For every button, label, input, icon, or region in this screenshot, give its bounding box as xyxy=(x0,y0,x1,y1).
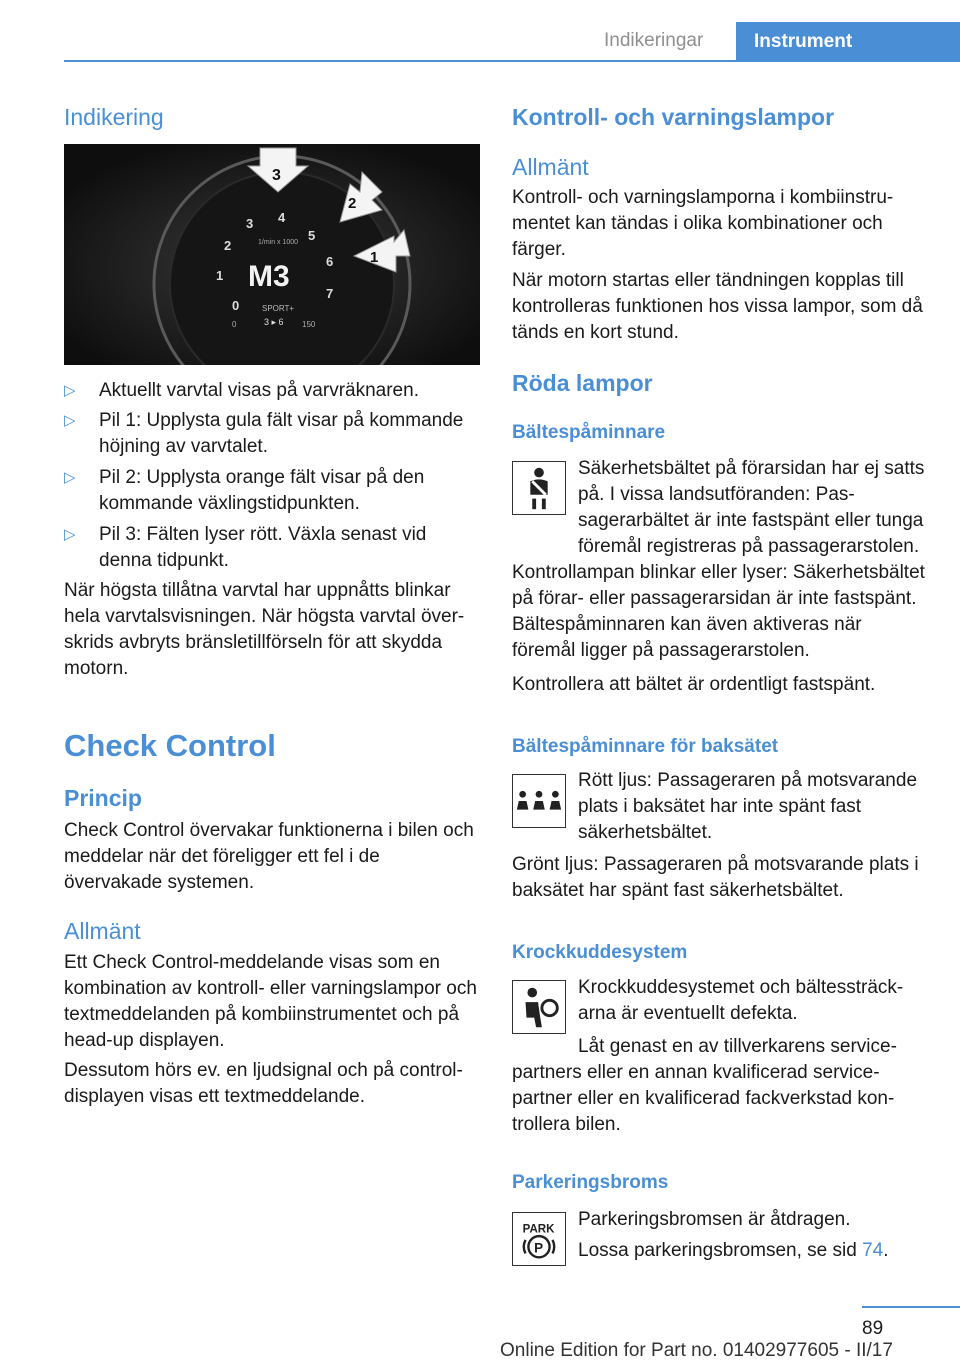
belt-text: Säkerhetsbältet på förarsidan har ej satts på. I vissa landsutföranden: Passagerarbältet är inte fastspänt eller tunga föremål registreras på passagerarstolen. xyxy=(578,458,925,557)
page-number: 89 xyxy=(862,1318,884,1339)
airbag-text: Krockkuddesystemet och bältessträckarna är eventuellt defekta. xyxy=(578,977,904,1024)
park-p2: Lossa parkeringsbromsen, se sid 74. xyxy=(578,1240,889,1261)
airbag-icon xyxy=(512,980,566,1034)
gauge-num-3: 3 xyxy=(246,216,254,231)
triangle-bullet-icon: ▷ xyxy=(64,382,76,399)
gauge-num-1: 1 xyxy=(216,268,224,283)
arrow-1-label: 1 xyxy=(370,249,379,266)
rev-counter-image xyxy=(64,144,480,365)
allmant-left-p1: Ett Check Control-meddelande visas som en kombination av kontroll- eller varningslampor och textmeddelanden på kombiinstrumentet och på head-up displayen. xyxy=(64,952,477,1051)
list-item: ▷ Pil 1: Upplysta gula fält visar på kommande höjning av varvtalet. xyxy=(64,410,464,457)
header-rule xyxy=(64,60,960,62)
roda-lampor-title: Röda lampor xyxy=(512,370,653,396)
footer-rule xyxy=(862,1306,960,1308)
svg-text:P: P xyxy=(534,1240,544,1256)
belt-p2: Kontrollampan blinkar eller lyser: Säkerhetsbältet på förar- eller passagerarsidan är inte fastspänt. Bältespåminnaren kan även aktiveras när föremål ligger på passagerarstolen. xyxy=(512,562,925,661)
gauge-num-2: 2 xyxy=(224,238,232,253)
triangle-bullet-icon: ▷ xyxy=(64,469,76,486)
gauge-num-0: 0 xyxy=(232,298,240,313)
gauge-speed-right: 150 xyxy=(302,320,316,329)
seatbelt-icon xyxy=(512,461,566,515)
footer-edition: Online Edition for Part no. 01402977605 - II/17 xyxy=(500,1340,893,1361)
princip-title: Princip xyxy=(64,785,142,811)
allmant-right-p2: När motorn startas eller tändningen kopplas till kontrolleras funktionen hos vissa lampor, som då tänds en kort stund. xyxy=(512,270,923,343)
header-tab: Instrument xyxy=(736,22,960,62)
list-item: ▷ Aktuellt varvtal visas på varvräknaren. xyxy=(64,378,482,404)
gauge-num-7: 7 xyxy=(326,286,334,301)
gauge-center: M3 xyxy=(248,260,290,293)
gauge-num-5: 5 xyxy=(308,228,316,243)
header-section: Indikeringar xyxy=(604,30,704,51)
kontroll-title: Kontroll- och varningslampor xyxy=(512,104,835,130)
gauge-gear: 3 ▸ 6 xyxy=(264,317,284,327)
belt-title: Bältespåminnare xyxy=(512,422,666,443)
gauge-sub: 1/min x 1000 xyxy=(258,239,299,246)
gauge-mode: SPORT+ xyxy=(262,304,295,313)
rear-belt-text: Rött ljus: Passageraren på motsvarande plats i baksätet har inte spänt fast säkerhetsbältet. xyxy=(578,770,918,843)
check-control-title: Check Control xyxy=(64,728,276,763)
airbag-p2: Låt genast en av tillverkarens servicepartners eller en annan kvalificerad servicepartner eller en kvalificerad fackverkstad kontrollera bilen. xyxy=(512,1036,897,1135)
rear-seatbelt-icon xyxy=(512,774,566,828)
rev-limit-text: När högsta tillåtna varvtal har uppnåtts blinkar hela varvtalsvisningen. När högsta varvtal överskrids avbryts bränsletillförseln för att skydda motorn. xyxy=(64,580,465,679)
princip-text: Check Control övervakar funktionerna i bilen och meddelar när det föreligger ett fel i de övervakade systemen. xyxy=(64,820,474,893)
svg-text:PARK: PARK xyxy=(522,1223,555,1236)
arrow-3-label: 3 xyxy=(272,167,281,184)
park-title: Parkeringsbroms xyxy=(512,1172,669,1193)
list-item: ▷ Pil 3: Fälten lyser rött. Växla senast vid denna tidpunkt. xyxy=(64,524,427,571)
park-text: Parkeringsbromsen är åtdragen. xyxy=(578,1209,851,1230)
gauge-num-6: 6 xyxy=(326,254,334,269)
rear-belt-p2: Grönt ljus: Passageraren på motsvarande plats i baksätet har spänt fast säkerhetsbältet. xyxy=(512,854,919,901)
indikering-title: Indikering xyxy=(64,104,164,130)
rear-belt-title: Bältespåminnare för baksätet xyxy=(512,736,779,757)
page-link-74[interactable]: 74 xyxy=(862,1240,884,1261)
triangle-bullet-icon: ▷ xyxy=(64,526,76,543)
triangle-bullet-icon: ▷ xyxy=(64,412,76,429)
allmant-left-p2: Dessutom hörs ev. en ljudsignal och på control-displayen visas ett textmeddelande. xyxy=(64,1060,463,1107)
list-item: ▷ Pil 2: Upplysta orange fält visar på den kommande växlingstidpunkten. xyxy=(64,467,425,514)
gauge-speed-left: 0 xyxy=(232,320,237,329)
allmant-right-p1: Kontroll- och varningslamporna i kombiinstrumentet kan tändas i olika kombinationer och färger. xyxy=(512,187,894,260)
allmant-right-title: Allmänt xyxy=(512,154,589,180)
gauge-num-4: 4 xyxy=(278,210,286,225)
parking-brake-icon xyxy=(512,1212,566,1266)
allmant-left-title: Allmänt xyxy=(64,918,141,944)
arrow-2-label: 2 xyxy=(348,195,357,212)
airbag-title: Krockkuddesystem xyxy=(512,942,688,963)
belt-p3: Kontrollera att bältet är ordentligt fastspänt. xyxy=(512,674,876,695)
